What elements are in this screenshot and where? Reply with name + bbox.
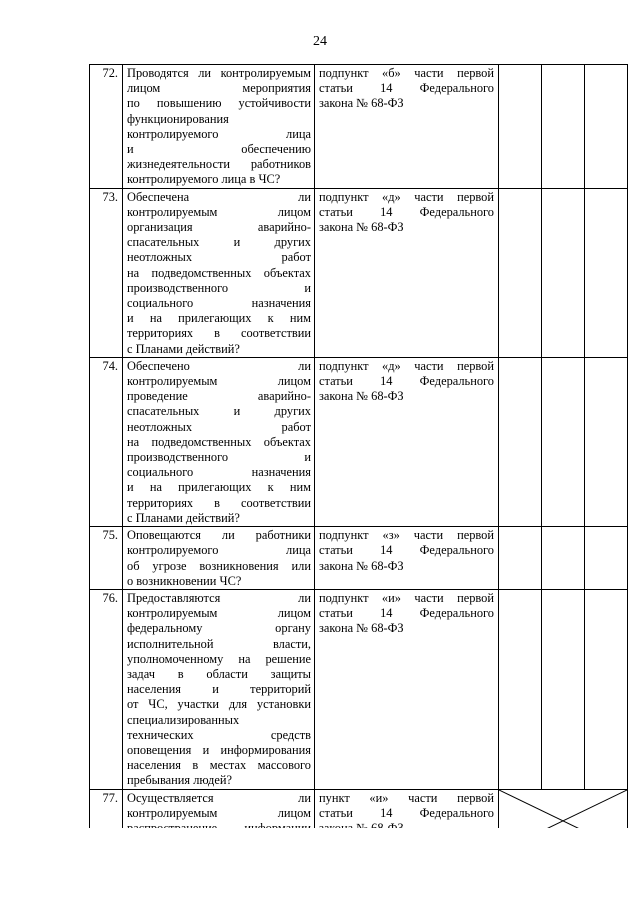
row-number: 77.	[90, 789, 123, 852]
reference-line: статьи 14 Федерального	[319, 81, 494, 96]
question-line: на подведомственных объектах	[127, 265, 311, 280]
question-line: Оповещаются ли работники	[127, 528, 311, 543]
page-bottom-margin	[89, 828, 629, 902]
page-number: 24	[313, 34, 327, 49]
question-line: спасательных и других	[127, 404, 311, 419]
row-number: 75.	[90, 527, 123, 590]
question-line: населения в местах массового	[127, 758, 311, 773]
question-line: Предоставляются ли	[127, 590, 311, 605]
reference-line: закона № 68-ФЗ	[319, 621, 404, 636]
question-line: контролируемого лица в ЧС?	[127, 172, 281, 187]
reference-line: закона № 68-ФЗ	[319, 220, 404, 235]
answer-na-cell[interactable]	[585, 188, 628, 357]
question-line: контролируемым лицом	[127, 204, 311, 219]
question-line: специализированных	[127, 712, 240, 727]
question-line: Проводятся ли контролируемым	[127, 66, 311, 80]
question-line: федеральному органу	[127, 621, 311, 636]
question-line: о возникновении ЧС?	[127, 573, 242, 588]
reference-line: пункт «и» части первой	[319, 790, 494, 805]
answer-yes-cell[interactable]	[499, 65, 542, 189]
question-line: контролируемым лицом	[127, 374, 311, 389]
table-row	[90, 527, 628, 590]
question-line: лицом мероприятия	[127, 81, 311, 96]
question-cell	[123, 357, 315, 526]
answer-na-cell[interactable]	[585, 589, 628, 789]
table-row	[90, 65, 628, 189]
question-line: территориях в соответствии	[127, 326, 311, 341]
table-row	[90, 589, 628, 789]
question-line: с Планами действий?	[127, 341, 240, 356]
question-line: организация аварийно-	[127, 220, 311, 235]
question-cell	[123, 589, 315, 789]
answer-no-cell[interactable]	[542, 188, 585, 357]
question-line: контролируемым лицом	[127, 805, 311, 820]
reference-line: статьи 14 Федерального	[319, 543, 494, 558]
answer-yes-cell[interactable]	[499, 188, 542, 357]
question-line: задач в области защиты	[127, 666, 311, 681]
reference-line: статьи 14 Федерального	[319, 204, 494, 219]
answer-yes-cell[interactable]	[499, 527, 542, 590]
legal-reference-cell	[315, 65, 499, 189]
question-line: пребывания людей?	[127, 773, 232, 788]
reference-line: закона № 68-ФЗ	[319, 389, 404, 404]
question-line: контролируемого лица	[127, 543, 311, 558]
reference-line: статьи 14 Федерального	[319, 805, 494, 820]
question-line: жизнедеятельности работников	[127, 157, 311, 172]
table-row	[90, 188, 628, 357]
answer-na-cell[interactable]	[585, 65, 628, 189]
question-cell	[123, 527, 315, 590]
question-line: Обеспечено ли	[127, 358, 311, 373]
reference-line: закона № 68-ФЗ	[319, 96, 404, 111]
question-line: территориях в соответствии	[127, 495, 311, 510]
answer-na-cell[interactable]	[585, 357, 628, 526]
reference-line: подпункт «з» части первой	[319, 528, 494, 543]
answer-na-cell[interactable]	[585, 527, 628, 590]
question-line: и на прилегающих к ним	[127, 311, 311, 326]
reference-line: подпункт «д» части первой	[319, 189, 494, 204]
legal-reference-cell	[315, 527, 499, 590]
question-line: от ЧС, участки для установки	[127, 697, 311, 712]
question-line: населения и территорий	[127, 682, 311, 697]
question-line: с Планами действий?	[127, 510, 240, 525]
question-line: контролируемым лицом	[127, 606, 311, 621]
row-number: 74.	[90, 357, 123, 526]
question-line: неотложных работ	[127, 250, 311, 265]
question-line: технических средств	[127, 727, 311, 742]
reference-line: подпункт «д» части первой	[319, 358, 494, 373]
question-line: неотложных работ	[127, 419, 311, 434]
question-line: оповещения и информирования	[127, 742, 311, 757]
question-line: исполнительной власти,	[127, 636, 311, 651]
reference-line: подпункт «и» части первой	[319, 590, 494, 605]
question-line: производственного и	[127, 280, 311, 295]
question-line: и на прилегающих к ним	[127, 480, 311, 495]
table-row	[90, 357, 628, 526]
reference-line: статьи 14 Федерального	[319, 374, 494, 389]
answer-no-cell[interactable]	[542, 65, 585, 189]
answer-no-cell[interactable]	[542, 589, 585, 789]
reference-line: статьи 14 Федерального	[319, 606, 494, 621]
question-line: социального назначения	[127, 296, 311, 311]
question-line: об угрозе возникновения или	[127, 558, 311, 573]
checklist-table	[89, 64, 628, 852]
row-number: 73.	[90, 188, 123, 357]
legal-reference-cell	[315, 188, 499, 357]
answer-yes-cell[interactable]	[499, 357, 542, 526]
legal-reference-cell	[315, 357, 499, 526]
question-line: социального назначения	[127, 465, 311, 480]
question-cell	[123, 65, 315, 189]
question-line: проведение аварийно-	[127, 389, 311, 404]
reference-line: закона № 68-ФЗ	[319, 558, 404, 573]
row-number: 76.	[90, 589, 123, 789]
question-line: уполномоченному на решение	[127, 651, 311, 666]
reference-line: подпункт «б» части первой	[319, 66, 494, 80]
question-line: Обеспечена ли	[127, 189, 311, 204]
question-line: Осуществляется ли	[127, 790, 311, 805]
question-line: контролируемого лица	[127, 126, 311, 141]
question-line: на подведомственных объектах	[127, 434, 311, 449]
question-line: спасательных и других	[127, 235, 311, 250]
row-number: 72.	[90, 65, 123, 189]
question-line: функционирования	[127, 111, 229, 126]
answer-no-cell[interactable]	[542, 527, 585, 590]
question-line: производственного и	[127, 450, 311, 465]
question-cell	[123, 188, 315, 357]
question-line: по повышению устойчивости	[127, 96, 311, 111]
legal-reference-cell	[315, 589, 499, 789]
answer-no-cell[interactable]	[542, 357, 585, 526]
answer-yes-cell[interactable]	[499, 589, 542, 789]
question-line: и обеспечению	[127, 142, 311, 157]
